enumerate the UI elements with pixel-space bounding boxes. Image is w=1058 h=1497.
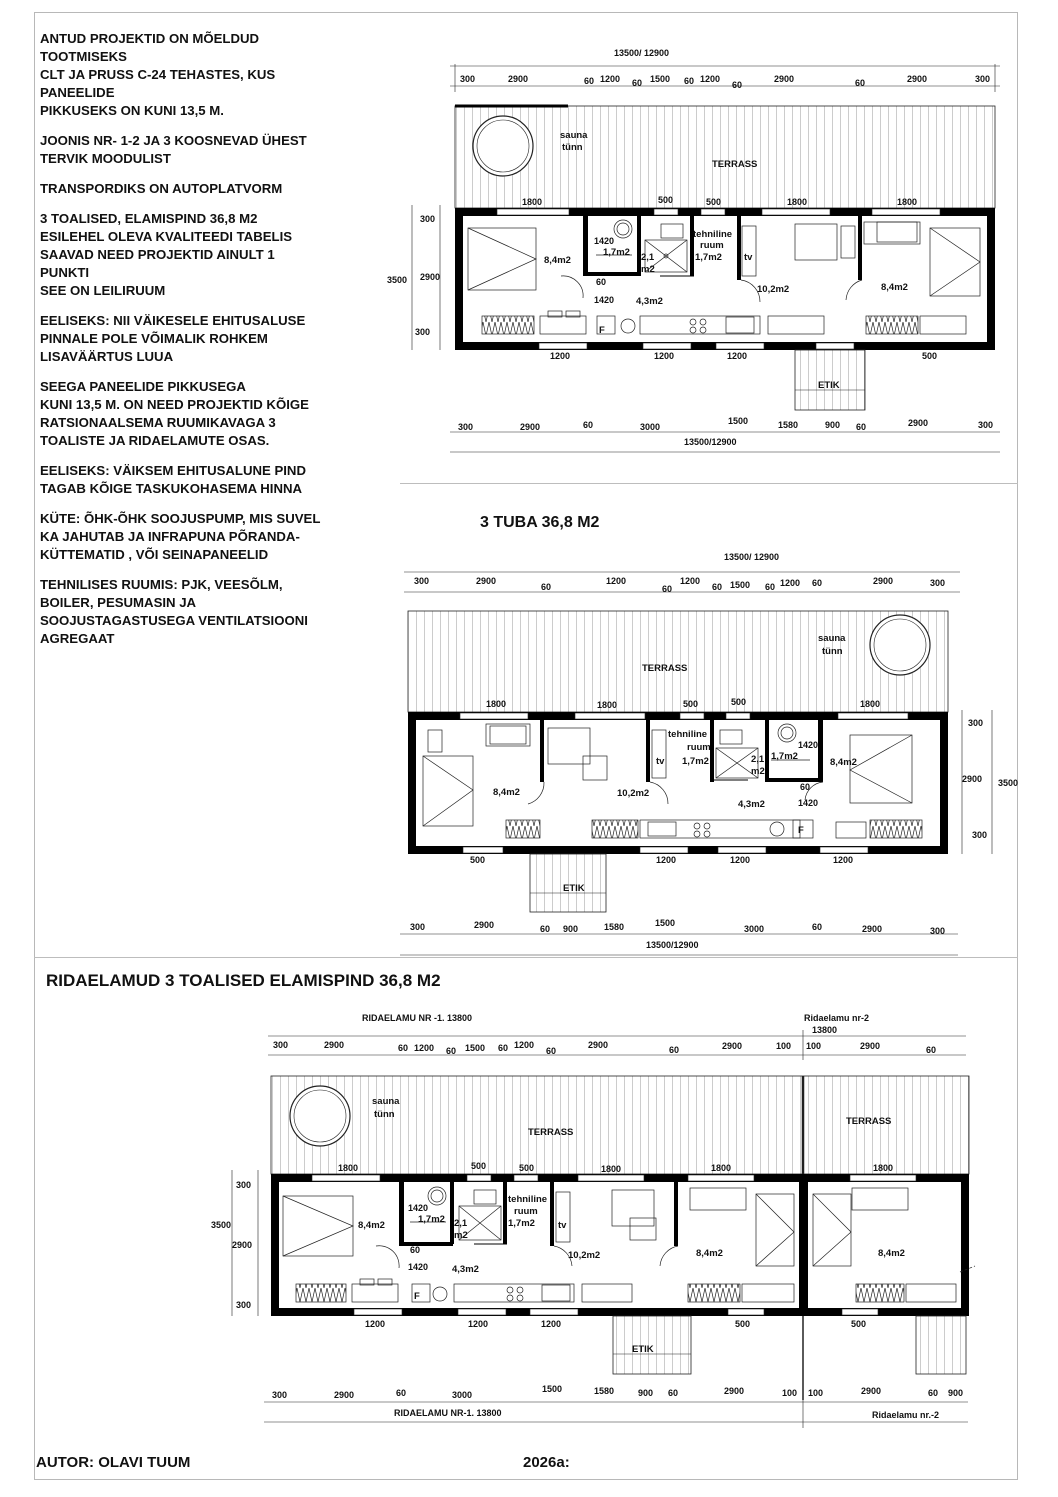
svg-text:60: 60 (396, 1388, 407, 1398)
svg-text:60: 60 (712, 582, 723, 592)
svg-text:60: 60 (669, 1045, 680, 1055)
svg-text:1200: 1200 (600, 74, 621, 84)
svg-text:1200: 1200 (656, 855, 677, 865)
svg-text:1200: 1200 (550, 351, 571, 361)
svg-text:F: F (798, 825, 804, 836)
svg-text:13500/12900: 13500/12900 (646, 940, 699, 950)
svg-text:60: 60 (812, 578, 823, 588)
svg-text:tehniline: tehniline (508, 1194, 548, 1205)
svg-text:2900: 2900 (724, 1386, 745, 1396)
svg-text:2900: 2900 (520, 422, 541, 432)
svg-text:300: 300 (458, 422, 474, 432)
svg-text:1200: 1200 (606, 576, 627, 586)
svg-text:300: 300 (460, 74, 476, 84)
svg-text:1580: 1580 (778, 420, 799, 430)
svg-text:8,4m2: 8,4m2 (493, 787, 520, 798)
svg-text:60: 60 (926, 1045, 937, 1055)
svg-text:1800: 1800 (522, 197, 543, 207)
plan1-total-dim: 13500/ 12900 (614, 48, 670, 58)
note-1: ANTUD PROJEKTID ON MÕELDUD TOOTMISEKS CLT JA PRUSS C-24 TEHASTES, KUS PANEELIDE PIKKUSEKS ON KUNI 13,5 M. (40, 31, 276, 118)
svg-text:60: 60 (800, 782, 811, 792)
svg-text:1800: 1800 (711, 1163, 732, 1173)
rowhouse-title: RIDAELAMUD 3 TOALISED ELAMISPIND 36,8 M2 (46, 971, 441, 990)
svg-text:1200: 1200 (680, 576, 701, 586)
svg-text:8,4m2: 8,4m2 (878, 1248, 905, 1259)
plan3-top-chain (273, 1040, 936, 1056)
svg-text:60: 60 (812, 922, 823, 932)
svg-text:60: 60 (855, 78, 866, 88)
svg-text:300: 300 (414, 576, 430, 586)
svg-text:60: 60 (546, 1046, 557, 1056)
svg-text:2900: 2900 (862, 924, 883, 934)
svg-text:1800: 1800 (601, 1164, 622, 1174)
svg-text:100: 100 (808, 1388, 824, 1398)
plan3-porch-2 (916, 1316, 966, 1374)
svg-text:1500: 1500 (542, 1384, 563, 1394)
svg-text:300: 300 (930, 578, 946, 588)
svg-text:1200: 1200 (541, 1319, 562, 1329)
svg-text:2900: 2900 (508, 74, 529, 84)
svg-text:500: 500 (851, 1319, 867, 1329)
note-4: 3 TOALISED, ELAMISPIND 36,8 M2 ESILEHEL OLEVA KVALITEEDI TABELIS SAAVAD NEED PROJEKTID AINULT 1 PUNKTI SEE ON LEILIRUUM (40, 211, 293, 298)
svg-text:tv: tv (656, 756, 665, 767)
svg-text:3500: 3500 (211, 1220, 232, 1230)
svg-text:1,7m2: 1,7m2 (418, 1214, 445, 1225)
plan3-bottom-dims (264, 1396, 968, 1428)
note-3: TRANSPORDIKS ON AUTOPLATVORM (40, 181, 283, 196)
svg-text:1420: 1420 (798, 798, 819, 808)
svg-text:300: 300 (415, 327, 431, 337)
svg-text:100: 100 (806, 1041, 822, 1051)
plan2-title: 3 TUBA 36,8 M2 (480, 514, 600, 531)
plan3-bottom-chain (272, 1384, 963, 1400)
svg-text:1200: 1200 (780, 578, 801, 588)
svg-text:2,1: 2,1 (454, 1218, 468, 1229)
svg-text:300: 300 (236, 1180, 252, 1190)
svg-text:60: 60 (732, 80, 743, 90)
svg-text:500: 500 (683, 699, 699, 709)
svg-text:ruum: ruum (700, 240, 724, 251)
svg-text:1800: 1800 (787, 197, 808, 207)
svg-text:4,3m2: 4,3m2 (738, 799, 765, 810)
svg-text:2900: 2900 (334, 1390, 355, 1400)
svg-text:10,2m2: 10,2m2 (617, 788, 650, 799)
svg-text:100: 100 (776, 1041, 792, 1051)
svg-text:60: 60 (668, 1388, 679, 1398)
svg-text:1200: 1200 (700, 74, 721, 84)
svg-text:2900: 2900 (476, 576, 497, 586)
svg-text:1200: 1200 (365, 1319, 386, 1329)
svg-text:sauna: sauna (818, 633, 846, 644)
svg-text:10,2m2: 10,2m2 (568, 1250, 601, 1261)
svg-text:300: 300 (975, 74, 991, 84)
svg-text:2900: 2900 (420, 272, 441, 282)
svg-text:13500/ 12900: 13500/ 12900 (724, 552, 780, 562)
svg-text:1420: 1420 (594, 236, 615, 246)
plan1-sauna-label: sauna (560, 130, 588, 141)
svg-text:2900: 2900 (908, 418, 929, 428)
svg-text:500: 500 (658, 195, 674, 205)
svg-text:300: 300 (410, 922, 426, 932)
svg-text:ruum: ruum (514, 1206, 538, 1217)
svg-text:1200: 1200 (514, 1040, 535, 1050)
svg-text:1800: 1800 (897, 197, 918, 207)
note-2: JOONIS NR- 1-2 JA 3 KOOSNEVAD ÜHEST TERVIK MOODULIST (40, 133, 307, 166)
svg-text:500: 500 (471, 1161, 487, 1171)
svg-text:60: 60 (596, 277, 607, 287)
svg-text:500: 500 (731, 697, 747, 707)
svg-text:1800: 1800 (486, 699, 507, 709)
svg-text:ETIK: ETIK (632, 1344, 654, 1355)
svg-text:2900: 2900 (861, 1386, 882, 1396)
svg-text:3000: 3000 (452, 1390, 473, 1400)
svg-text:F: F (414, 1291, 420, 1302)
note-5: EELISEKS: NII VÄIKESELE EHITUSALUSE PINNALE POLE VÕIMALIK ROHKEM LISAVÄÄRTUS LUUA (40, 313, 306, 364)
svg-text:2900: 2900 (722, 1041, 743, 1051)
note-7: EELISEKS: VÄIKSEM EHITUSALUNE PIND TAGAB KÕIGE TASKUKOHASEMA HINNA (40, 463, 306, 496)
plan1-etik-label: ETIK (818, 380, 840, 391)
svg-text:TERRASS: TERRASS (846, 1116, 892, 1127)
svg-text:tünn: tünn (562, 142, 583, 153)
svg-text:900: 900 (563, 924, 579, 934)
svg-text:2900: 2900 (324, 1040, 345, 1050)
svg-text:1,7m2: 1,7m2 (695, 252, 722, 263)
rowhouse-1-bottom-label: RIDAELAMU NR-1. 13800 (394, 1408, 502, 1418)
svg-text:60: 60 (398, 1043, 409, 1053)
svg-text:300: 300 (972, 830, 988, 840)
svg-text:500: 500 (706, 197, 722, 207)
rowhouse-2-title: Ridaelamu nr-2 (804, 1013, 870, 1023)
svg-text:1,7m2: 1,7m2 (771, 751, 798, 762)
svg-text:2900: 2900 (907, 74, 928, 84)
svg-text:1420: 1420 (798, 740, 819, 750)
svg-text:500: 500 (735, 1319, 751, 1329)
svg-text:60: 60 (584, 76, 595, 86)
svg-text:900: 900 (638, 1388, 654, 1398)
svg-text:1,7m2: 1,7m2 (508, 1218, 535, 1229)
svg-text:900: 900 (948, 1388, 964, 1398)
svg-text:tv: tv (558, 1220, 567, 1231)
svg-text:F: F (599, 325, 605, 336)
svg-text:60: 60 (856, 422, 867, 432)
svg-text:2,1: 2,1 (641, 252, 655, 263)
svg-text:1500: 1500 (730, 580, 751, 590)
svg-text:1580: 1580 (604, 922, 625, 932)
svg-text:TERRASS: TERRASS (528, 1127, 574, 1138)
svg-text:1,7m2: 1,7m2 (603, 247, 630, 258)
svg-text:2900: 2900 (860, 1041, 881, 1051)
svg-text:8,4m2: 8,4m2 (830, 757, 857, 768)
svg-text:300: 300 (978, 420, 994, 430)
plan2-terrass-label: TERRASS (642, 663, 688, 674)
svg-text:1500: 1500 (465, 1043, 486, 1053)
svg-text:1200: 1200 (414, 1043, 435, 1053)
svg-text:2900: 2900 (873, 576, 894, 586)
svg-text:60: 60 (632, 78, 643, 88)
svg-text:1800: 1800 (338, 1163, 359, 1173)
svg-text:1200: 1200 (654, 351, 675, 361)
svg-text:1500: 1500 (728, 416, 749, 426)
svg-text:500: 500 (922, 351, 938, 361)
svg-text:300: 300 (968, 718, 984, 728)
svg-text:1500: 1500 (650, 74, 671, 84)
svg-text:500: 500 (470, 855, 486, 865)
svg-text:3000: 3000 (744, 924, 765, 934)
svg-text:1800: 1800 (860, 699, 881, 709)
svg-text:60: 60 (765, 582, 776, 592)
svg-text:m2: m2 (751, 766, 765, 777)
svg-text:500: 500 (519, 1163, 535, 1173)
plan1-room-a: 8,4m2 (544, 255, 571, 266)
svg-text:2900: 2900 (232, 1240, 253, 1250)
svg-text:300: 300 (272, 1390, 288, 1400)
svg-text:sauna: sauna (372, 1096, 400, 1107)
svg-text:60: 60 (684, 76, 695, 86)
svg-text:300: 300 (930, 926, 946, 936)
svg-text:4,3m2: 4,3m2 (452, 1264, 479, 1275)
svg-text:ruum: ruum (687, 742, 711, 753)
svg-text:1,7m2: 1,7m2 (682, 756, 709, 767)
svg-text:tehniline: tehniline (693, 229, 733, 240)
svg-text:1200: 1200 (730, 855, 751, 865)
svg-text:m2: m2 (454, 1230, 468, 1241)
svg-text:8,4m2: 8,4m2 (696, 1248, 723, 1259)
svg-text:300: 300 (236, 1300, 252, 1310)
svg-text:1200: 1200 (468, 1319, 489, 1329)
svg-text:1580: 1580 (594, 1386, 615, 1396)
svg-text:3500: 3500 (387, 275, 408, 285)
rowhouse-2-bottom-label: Ridaelamu nr.-2 (872, 1410, 940, 1420)
svg-text:8,4m2: 8,4m2 (358, 1220, 385, 1231)
svg-text:100: 100 (782, 1388, 798, 1398)
svg-text:tünn: tünn (374, 1109, 395, 1120)
svg-text:3000: 3000 (640, 422, 661, 432)
plan3-sauna-barrel (290, 1086, 350, 1146)
svg-text:1800: 1800 (597, 700, 618, 710)
svg-text:2900: 2900 (962, 774, 983, 784)
svg-text:300: 300 (273, 1040, 289, 1050)
svg-text:900: 900 (825, 420, 841, 430)
svg-text:m2: m2 (641, 264, 655, 275)
note-9: TEHNILISES RUUMIS: PJK, VEESÕLM, BOILER, PESUMASIN JA SOOJUSTAGASTUSEGA VENTILATSIOONI AGREGAAT (40, 577, 308, 646)
rowhouse-1-title: RIDAELAMU NR -1. 13800 (362, 1013, 473, 1023)
svg-text:4,3m2: 4,3m2 (636, 296, 663, 307)
svg-text:2900: 2900 (588, 1040, 609, 1050)
svg-text:300: 300 (420, 214, 436, 224)
svg-text:60: 60 (498, 1043, 509, 1053)
plan1-terrass-label: TERRASS (712, 159, 758, 170)
svg-text:2,1: 2,1 (751, 754, 765, 765)
svg-text:1420: 1420 (408, 1203, 429, 1213)
svg-text:1500: 1500 (655, 918, 676, 928)
svg-text:ETIK: ETIK (563, 883, 585, 894)
note-6: SEEGA PANEELIDE PIKKUSEGA KUNI 13,5 M. ON NEED PROJEKTID KÕIGE RATSIONAALSEMA RUUMIKAVAGA 3 TOALISTE JA RIDAELAMUTE OSAS. (40, 379, 309, 448)
svg-text:2900: 2900 (474, 920, 495, 930)
svg-text:1420: 1420 (408, 1262, 429, 1272)
svg-text:60: 60 (541, 582, 552, 592)
svg-text:1200: 1200 (727, 351, 748, 361)
svg-text:1200: 1200 (833, 855, 854, 865)
svg-text:2900: 2900 (774, 74, 795, 84)
plan1-room-b: 8,4m2 (881, 282, 908, 293)
plan1-living: 10,2m2 (757, 284, 790, 295)
svg-text:60: 60 (662, 584, 673, 594)
svg-text:tünn: tünn (822, 646, 843, 657)
svg-text:tv: tv (744, 252, 753, 263)
year: 2026a: (523, 1454, 570, 1471)
svg-text:60: 60 (583, 420, 594, 430)
svg-text:60: 60 (540, 924, 551, 934)
svg-text:1420: 1420 (594, 295, 615, 305)
svg-text:3500: 3500 (998, 778, 1019, 788)
svg-text:13500/12900: 13500/12900 (684, 437, 737, 447)
note-8: KÜTE: ÕHK-ÕHK SOOJUSPUMP, MIS SUVEL KA JAHUTAB JA INFRAPUNA PÕRANDA- KÜTTEMATID , VÕI SEINAPANEELID (40, 511, 321, 562)
svg-text:tehniline: tehniline (668, 729, 708, 740)
svg-text:60: 60 (446, 1046, 457, 1056)
svg-text:13800: 13800 (812, 1025, 838, 1035)
author: AUTOR: OLAVI TUUM (36, 1454, 191, 1471)
svg-text:60: 60 (410, 1245, 421, 1255)
svg-text:60: 60 (928, 1388, 939, 1398)
svg-text:1800: 1800 (873, 1163, 894, 1173)
